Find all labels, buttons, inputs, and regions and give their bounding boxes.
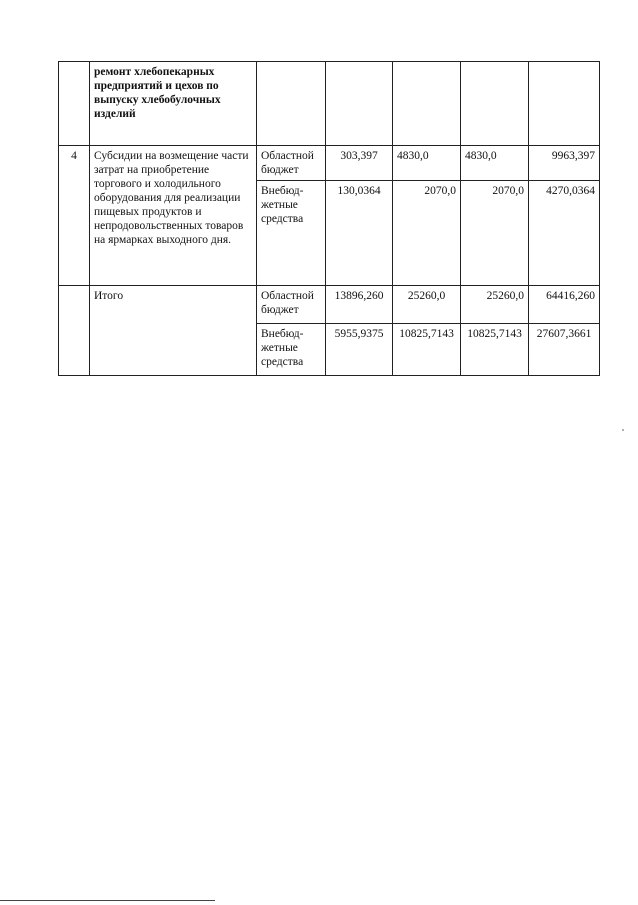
funding-source: Областной бюджет — [257, 286, 326, 324]
total-label: Итого — [90, 286, 257, 376]
value-cell: 10825,7143 — [393, 324, 461, 376]
value-cell: 9963,397 — [529, 146, 600, 181]
value-cell — [393, 62, 461, 146]
value-cell — [529, 62, 600, 146]
value-cell — [326, 62, 393, 146]
value-cell: 25260,0 — [393, 286, 461, 324]
row-number-cell — [59, 62, 90, 146]
value-cell: 64416,260 — [529, 286, 600, 324]
funding-source: Областной бюджет — [257, 146, 326, 181]
row-description: ремонт хлебопекарных предприятий и цехов по выпуску хлебобулочных изделий — [90, 62, 257, 146]
scan-speck — [622, 429, 624, 431]
value-cell: 2070,0 — [393, 181, 461, 286]
table-row-4-oblast — [59, 146, 600, 181]
table-row-total-oblast — [59, 286, 600, 324]
value-cell: 2070,0 — [461, 181, 529, 286]
value-cell: 303,397 — [326, 146, 393, 181]
value-cell: 4270,0364 — [529, 181, 600, 286]
row-number-cell — [59, 286, 90, 376]
value-cell: 10825,7143 — [461, 324, 529, 376]
value-cell: 130,0364 — [326, 181, 393, 286]
value-cell: 4830,0 — [393, 146, 461, 181]
value-cell: 25260,0 — [461, 286, 529, 324]
value-cell — [461, 62, 529, 146]
scan-artifact-line — [0, 900, 215, 901]
source-cell — [257, 62, 326, 146]
value-cell: 4830,0 — [461, 146, 529, 181]
budget-table — [58, 61, 600, 376]
funding-source: Внебюд-жетные средства — [257, 324, 326, 376]
funding-source: Внебюд-жетные средства — [257, 181, 326, 286]
value-cell: 27607,3661 — [529, 324, 600, 376]
value-cell: 13896,260 — [326, 286, 393, 324]
row-number: 4 — [59, 146, 90, 286]
table-row-continuation — [59, 62, 600, 146]
row-description: Субсидии на возмещение части затрат на приобретение торгового и холодильного оборудования для реализации пищевых продуктов и непродовольственных товаров на ярмарках выходного дня. — [90, 146, 257, 286]
value-cell: 5955,9375 — [326, 324, 393, 376]
